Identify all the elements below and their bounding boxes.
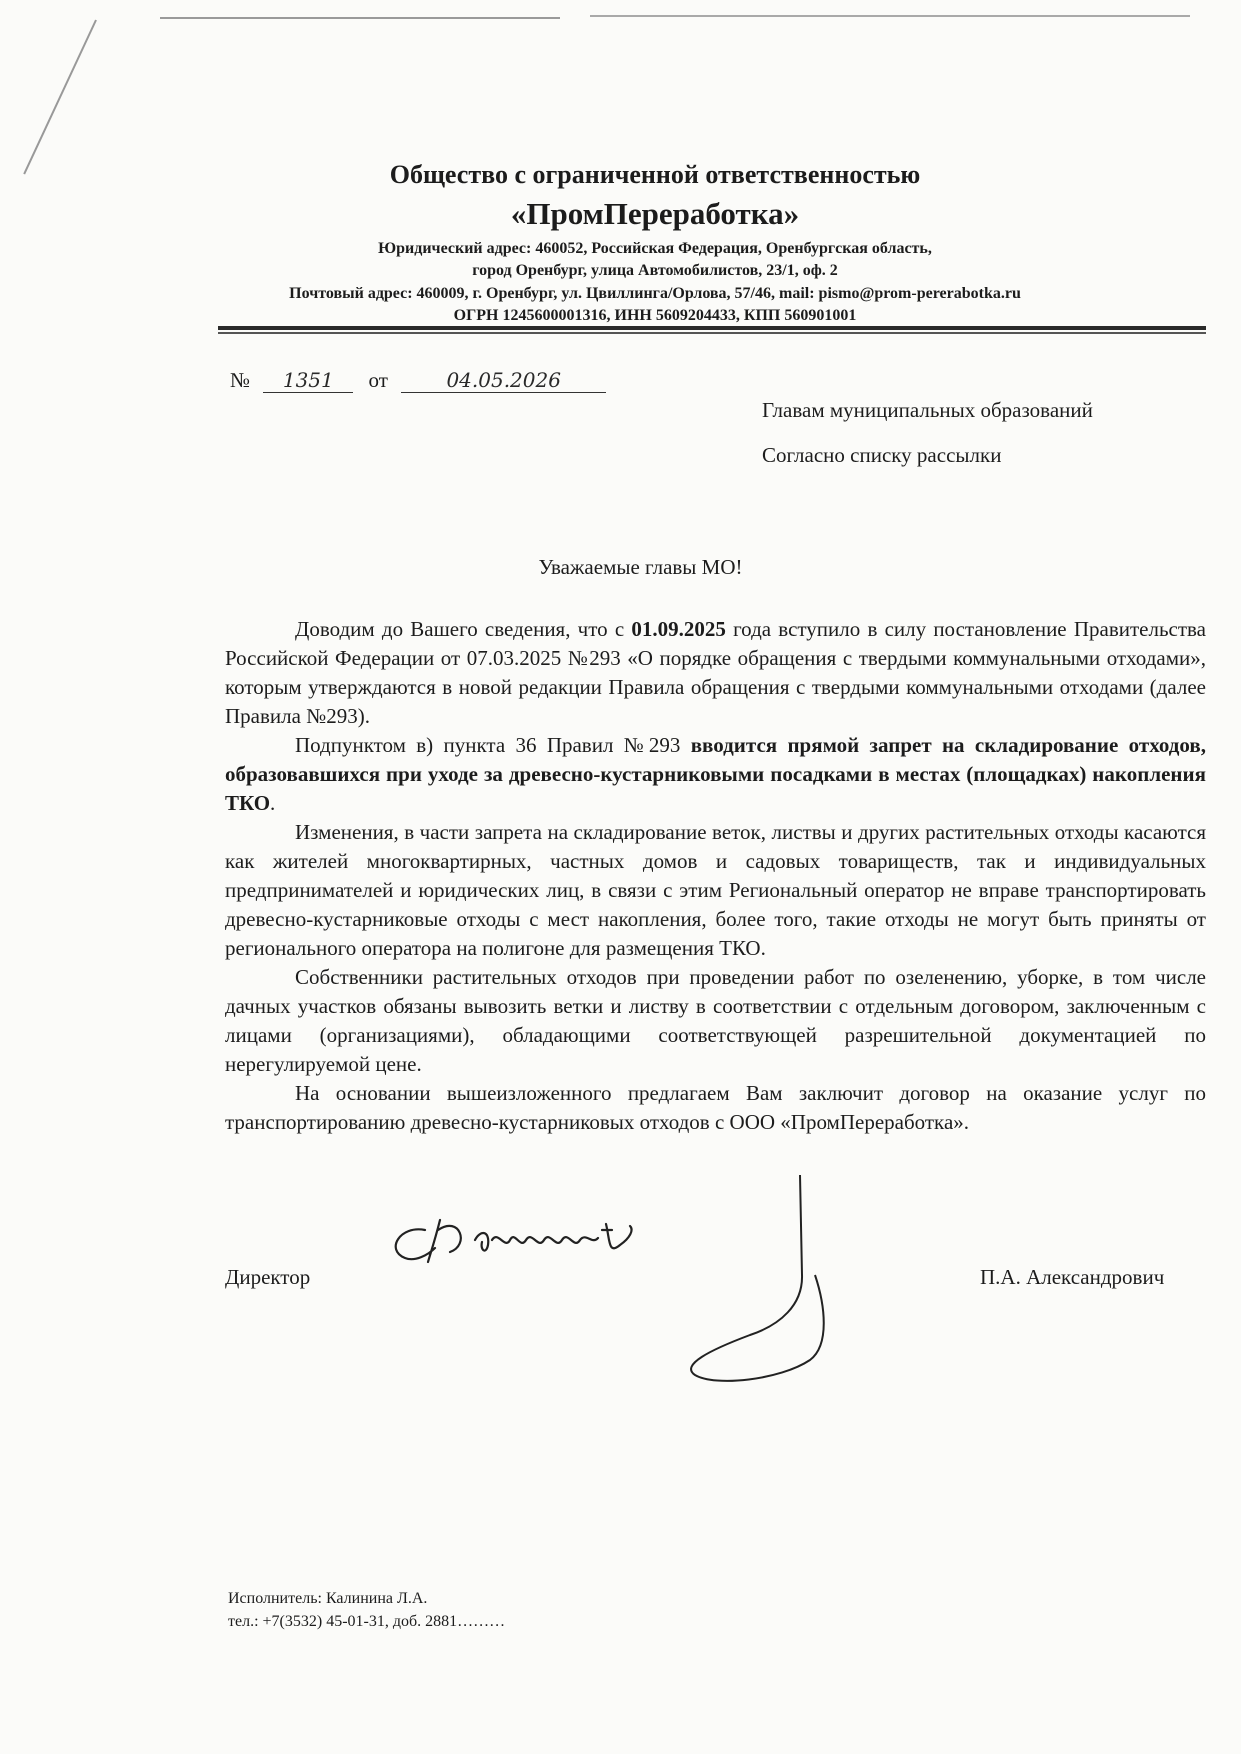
signatory-title: Директор <box>225 1265 311 1289</box>
letter-body <box>225 615 1206 1137</box>
company-name: «ПромПереработка» <box>510 196 800 231</box>
legal-address-line1: Юридический адрес: 460052, Российская Федерация, Оренбургская область, <box>378 240 932 257</box>
executor-line: Исполнитель: Калинина Л.А. <box>228 1590 428 1607</box>
effective-date: 01.09.2025 <box>631 617 726 641</box>
greeting: Уважаемые главы МО! <box>538 555 743 579</box>
paragraph-5: На основании вышеизложенного предлагаем Вам заключит договор на оказание услуг по транспортированию древесно-кустарниковых отходов с ООО «ПромПереработка». <box>225 1081 1206 1134</box>
addressee-line2: Согласно списку рассылки <box>762 443 1002 467</box>
signature-stroke <box>670 1175 870 1385</box>
paragraph-2-bold: вводится прямой запрет на складирование отходов, образовавшихся при уходе за древесно-кустарниковыми посадками в местах (площадках) накопления ТКО <box>225 733 1206 815</box>
postal-address: Почтовый адрес: 460009, г. Оренбург, ул. Цвиллинга/Орлова, 57/46, mail: pismo@prom-pererabotka.ru <box>289 285 1021 302</box>
executor-phone: тел.: +7(3532) 45-01-31, доб. 2881……… <box>228 1613 506 1630</box>
number-label: № <box>230 368 251 392</box>
header-divider <box>218 326 1206 330</box>
reference-line <box>230 368 606 393</box>
paragraph-2-text-b: . <box>270 791 276 815</box>
paragraph-2 <box>225 731 1206 818</box>
paragraph-1-text-b: года вступило в силу постановление Правительства Российской Федерации от 07.03.2025 №293 «О порядке обращения с твердыми коммунальными отходами», которым утверждаются в новой редакции Правила обращения с твердыми коммунальными отходами (далее Правила №293). <box>225 617 1206 728</box>
paragraph-2-text-a: Подпунктом в) пункта 36 Правил №293 <box>295 733 691 757</box>
scan-artifact <box>590 15 1190 17</box>
header-divider-thin <box>218 332 1206 334</box>
handwritten-date: 04.05.2026 <box>401 368 606 393</box>
addressee-line1: Главам муниципальных образований <box>762 398 1093 422</box>
paragraph-1 <box>225 615 1206 731</box>
paragraph-4: Собственники растительных отходов при проведении работ по озеленению, уборке, в том числе дачных участков обязаны вывозить ветки и листву в соответствии с отдельным договором, заключенным с лицами (организациями), обладающими соответствующей разрешительной документацией по нерегулируемой цене. <box>225 965 1206 1076</box>
scan-artifact <box>160 17 560 19</box>
handwritten-number: 1351 <box>263 368 353 393</box>
date-label: от <box>368 368 388 392</box>
scan-artifact <box>23 20 97 175</box>
legal-address-line2: город Оренбург, улица Автомобилистов, 23/1, оф. 2 <box>472 262 838 279</box>
paragraph-3: Изменения, в части запрета на складирование веток, листвы и других растительных отходы касаются как жителей многоквартирных, частных домов и садовых товариществ, так и индивидуальных предпринимателей и юридических лиц, в связи с этим Региональный оператор не вправе транспортировать древесно-кустарниковые отходы с мест накопления, более того, такие отходы не могут быть приняты от регионального оператора на полигоне для размещения ТКО. <box>225 820 1206 960</box>
registry-numbers: ОГРН 1245600001316, ИНН 5609204433, КПП 560901001 <box>453 307 857 324</box>
handwritten-signature <box>380 1200 680 1280</box>
signatory-name: П.А. Александрович <box>980 1265 1165 1289</box>
company-legal-form: Общество с ограниченной ответственностью <box>389 160 921 189</box>
paragraph-1-text-a: Доводим до Вашего сведения, что с <box>295 617 632 641</box>
